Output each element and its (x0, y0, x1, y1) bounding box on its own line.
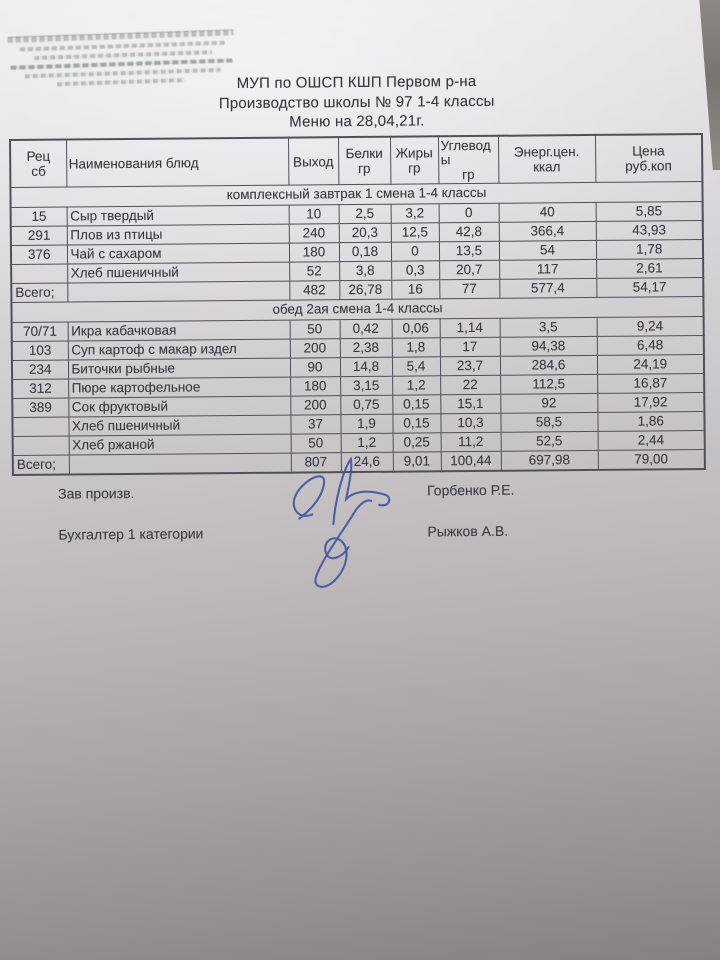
cell-output: 90 (290, 358, 340, 377)
cell-price: 79,00 (598, 449, 705, 469)
cell-fat: 0,15 (392, 414, 440, 433)
cell-total-label: Всего; (13, 455, 69, 475)
cell-dish: Пюре картофельное (68, 377, 290, 398)
cell-dish: Сыр твердый (67, 205, 289, 226)
cell-protein: 0,42 (340, 319, 392, 338)
cell-recipe: 312 (12, 379, 68, 398)
cell-fat: 0,15 (392, 395, 440, 414)
cell-total-label: Всего; (11, 283, 67, 302)
col-header-carbs: Углеводы гр (438, 136, 498, 184)
cell-carbs: 23,7 (440, 356, 500, 376)
cell-protein: 1,9 (340, 414, 392, 433)
cell-output: 180 (289, 243, 339, 262)
cell-protein: 2,5 (339, 204, 391, 223)
col-header-output: Выход (288, 137, 338, 185)
cell-fat: 12,5 (391, 223, 439, 242)
cell-output: 200 (290, 396, 340, 415)
cell-energy: 54 (499, 240, 596, 260)
cell-dish: Чай с сахаром (67, 243, 289, 264)
cell-output: 10 (289, 205, 339, 224)
cell-carbs: 77 (439, 279, 499, 299)
cell-carbs: 42,8 (439, 222, 499, 242)
cell-recipe: 234 (12, 360, 68, 379)
cell-dish: Сок фруктовый (68, 396, 290, 417)
cell-output: 50 (291, 434, 341, 453)
cell-dish: Суп картоф с макар издел (68, 339, 290, 360)
cell-energy: 3,5 (500, 317, 597, 337)
col-header-energy: Энерг.цен. ккал (498, 135, 595, 183)
cell-output: 807 (291, 453, 341, 473)
cell-energy: 577,4 (499, 278, 596, 298)
cell-recipe (12, 417, 68, 436)
document-title (0, 70, 717, 135)
title-line-date: Меню на 28,04,21г. (289, 112, 425, 131)
cell-recipe (11, 264, 67, 283)
cell-dish (69, 453, 291, 474)
col-header-protein: Белки гр (338, 137, 390, 185)
cell-carbs: 13,5 (439, 241, 499, 261)
cell-recipe: 103 (12, 341, 68, 360)
cell-fat: 1,8 (392, 338, 440, 357)
cell-fat: 9,01 (393, 452, 441, 472)
cell-carbs: 22 (440, 375, 500, 395)
cell-carbs: 1,14 (440, 318, 500, 338)
cell-energy: 366,4 (499, 221, 596, 241)
signatory-name-2: Рыжков А.В. (427, 522, 509, 540)
cell-price: 1,86 (597, 411, 704, 431)
col-header-price: Цена руб.коп (595, 134, 702, 182)
cell-output: 50 (290, 320, 340, 339)
cell-output: 200 (290, 339, 340, 358)
table-header-row (10, 134, 702, 188)
cell-dish (67, 281, 289, 302)
cell-price: 54,17 (596, 277, 703, 297)
cell-fat: 16 (391, 280, 439, 299)
cell-price: 1,78 (596, 239, 703, 259)
cell-fat: 0,06 (392, 319, 440, 338)
cell-carbs: 17 (440, 337, 500, 357)
cell-dish: Хлеб пшеничный (68, 415, 290, 436)
section-header-breakfast: комплексный завтрак 1 смена 1-4 классы (10, 182, 702, 208)
cell-recipe: 15 (11, 207, 67, 226)
cell-energy: 112,5 (500, 374, 597, 394)
col-header-fat: Жиры гр (390, 136, 438, 184)
cell-protein: 0,75 (340, 395, 392, 414)
cell-energy: 92 (500, 393, 597, 413)
cell-price: 9,24 (597, 316, 704, 336)
cell-protein: 20,3 (339, 223, 391, 242)
cell-carbs: 11,2 (441, 432, 501, 452)
cell-carbs: 15,1 (440, 394, 500, 414)
cell-dish: Хлеб ржаной (69, 434, 291, 455)
cell-protein: 0,18 (339, 242, 391, 261)
cell-protein: 3,8 (339, 261, 391, 280)
cell-fat: 0,25 (393, 433, 441, 452)
title-line-school: Производство школы № 97 1-4 классы (218, 92, 495, 112)
cell-protein: 24,6 (341, 452, 393, 472)
cell-price: 5,85 (596, 201, 703, 221)
cell-fat: 1,2 (392, 376, 440, 395)
cell-energy: 117 (499, 259, 596, 279)
col-header-dish-name: Наименования блюд (66, 138, 288, 187)
cell-price: 16,87 (597, 373, 704, 393)
cell-carbs: 0 (439, 203, 499, 223)
cell-recipe: 389 (12, 398, 68, 417)
cell-protein: 2,38 (340, 338, 392, 357)
title-line-org: МУП по ОШСП КШП Первом р-на (236, 72, 477, 93)
cell-protein: 3,15 (340, 376, 392, 395)
cell-energy: 58,5 (500, 412, 597, 432)
cell-price: 17,92 (597, 392, 704, 412)
cell-energy: 697,98 (501, 450, 598, 470)
cell-dish: Плов из птицы (67, 224, 289, 245)
menu-table (9, 133, 706, 476)
cell-fat: 0,3 (391, 261, 439, 280)
cell-recipe: 291 (11, 226, 67, 245)
cell-output: 240 (289, 224, 339, 243)
cell-fat: 3,2 (391, 204, 439, 223)
cell-recipe (13, 436, 69, 455)
cell-price: 2,44 (598, 430, 705, 450)
cell-fat: 5,4 (392, 357, 440, 376)
cell-dish: Биточки рыбные (68, 358, 290, 379)
cell-energy: 284,6 (500, 355, 597, 375)
cell-energy: 94,38 (500, 336, 597, 356)
cell-energy: 40 (499, 202, 596, 222)
signatory-role-1: Зав произв. (58, 484, 135, 502)
cell-output: 37 (290, 415, 340, 434)
cell-protein: 14,8 (340, 357, 392, 376)
cell-protein: 1,2 (341, 433, 393, 452)
signatory-name-1: Горбенко Р.Е. (427, 481, 515, 499)
cell-fat: 0 (391, 242, 439, 261)
cell-recipe: 70/71 (12, 322, 68, 341)
stamp-text-line (34, 50, 212, 60)
signatory-role-2: Бухгалтер 1 категории (58, 525, 204, 543)
cell-output: 180 (290, 377, 340, 396)
cell-price: 2,61 (596, 258, 703, 278)
cell-output: 482 (289, 281, 339, 300)
cell-carbs: 20,7 (439, 260, 499, 280)
cell-output: 52 (289, 262, 339, 281)
section-header-lunch: обед 2ая смена 1-4 классы (11, 296, 703, 322)
cell-carbs: 10,3 (440, 413, 500, 433)
handwritten-signature-2 (293, 497, 398, 594)
cell-dish: Хлеб пшеничный (67, 262, 289, 283)
cell-price: 43,93 (596, 220, 703, 240)
cell-carbs: 100,44 (441, 451, 501, 471)
col-header-recipe: Рец сб (10, 140, 66, 188)
cell-recipe: 376 (11, 245, 67, 264)
cell-energy: 52,5 (501, 431, 598, 451)
cell-price: 24,19 (597, 354, 704, 374)
cell-price: 6,48 (597, 335, 704, 355)
cell-protein: 26,78 (339, 280, 391, 299)
cell-dish: Икра кабачковая (68, 320, 290, 341)
